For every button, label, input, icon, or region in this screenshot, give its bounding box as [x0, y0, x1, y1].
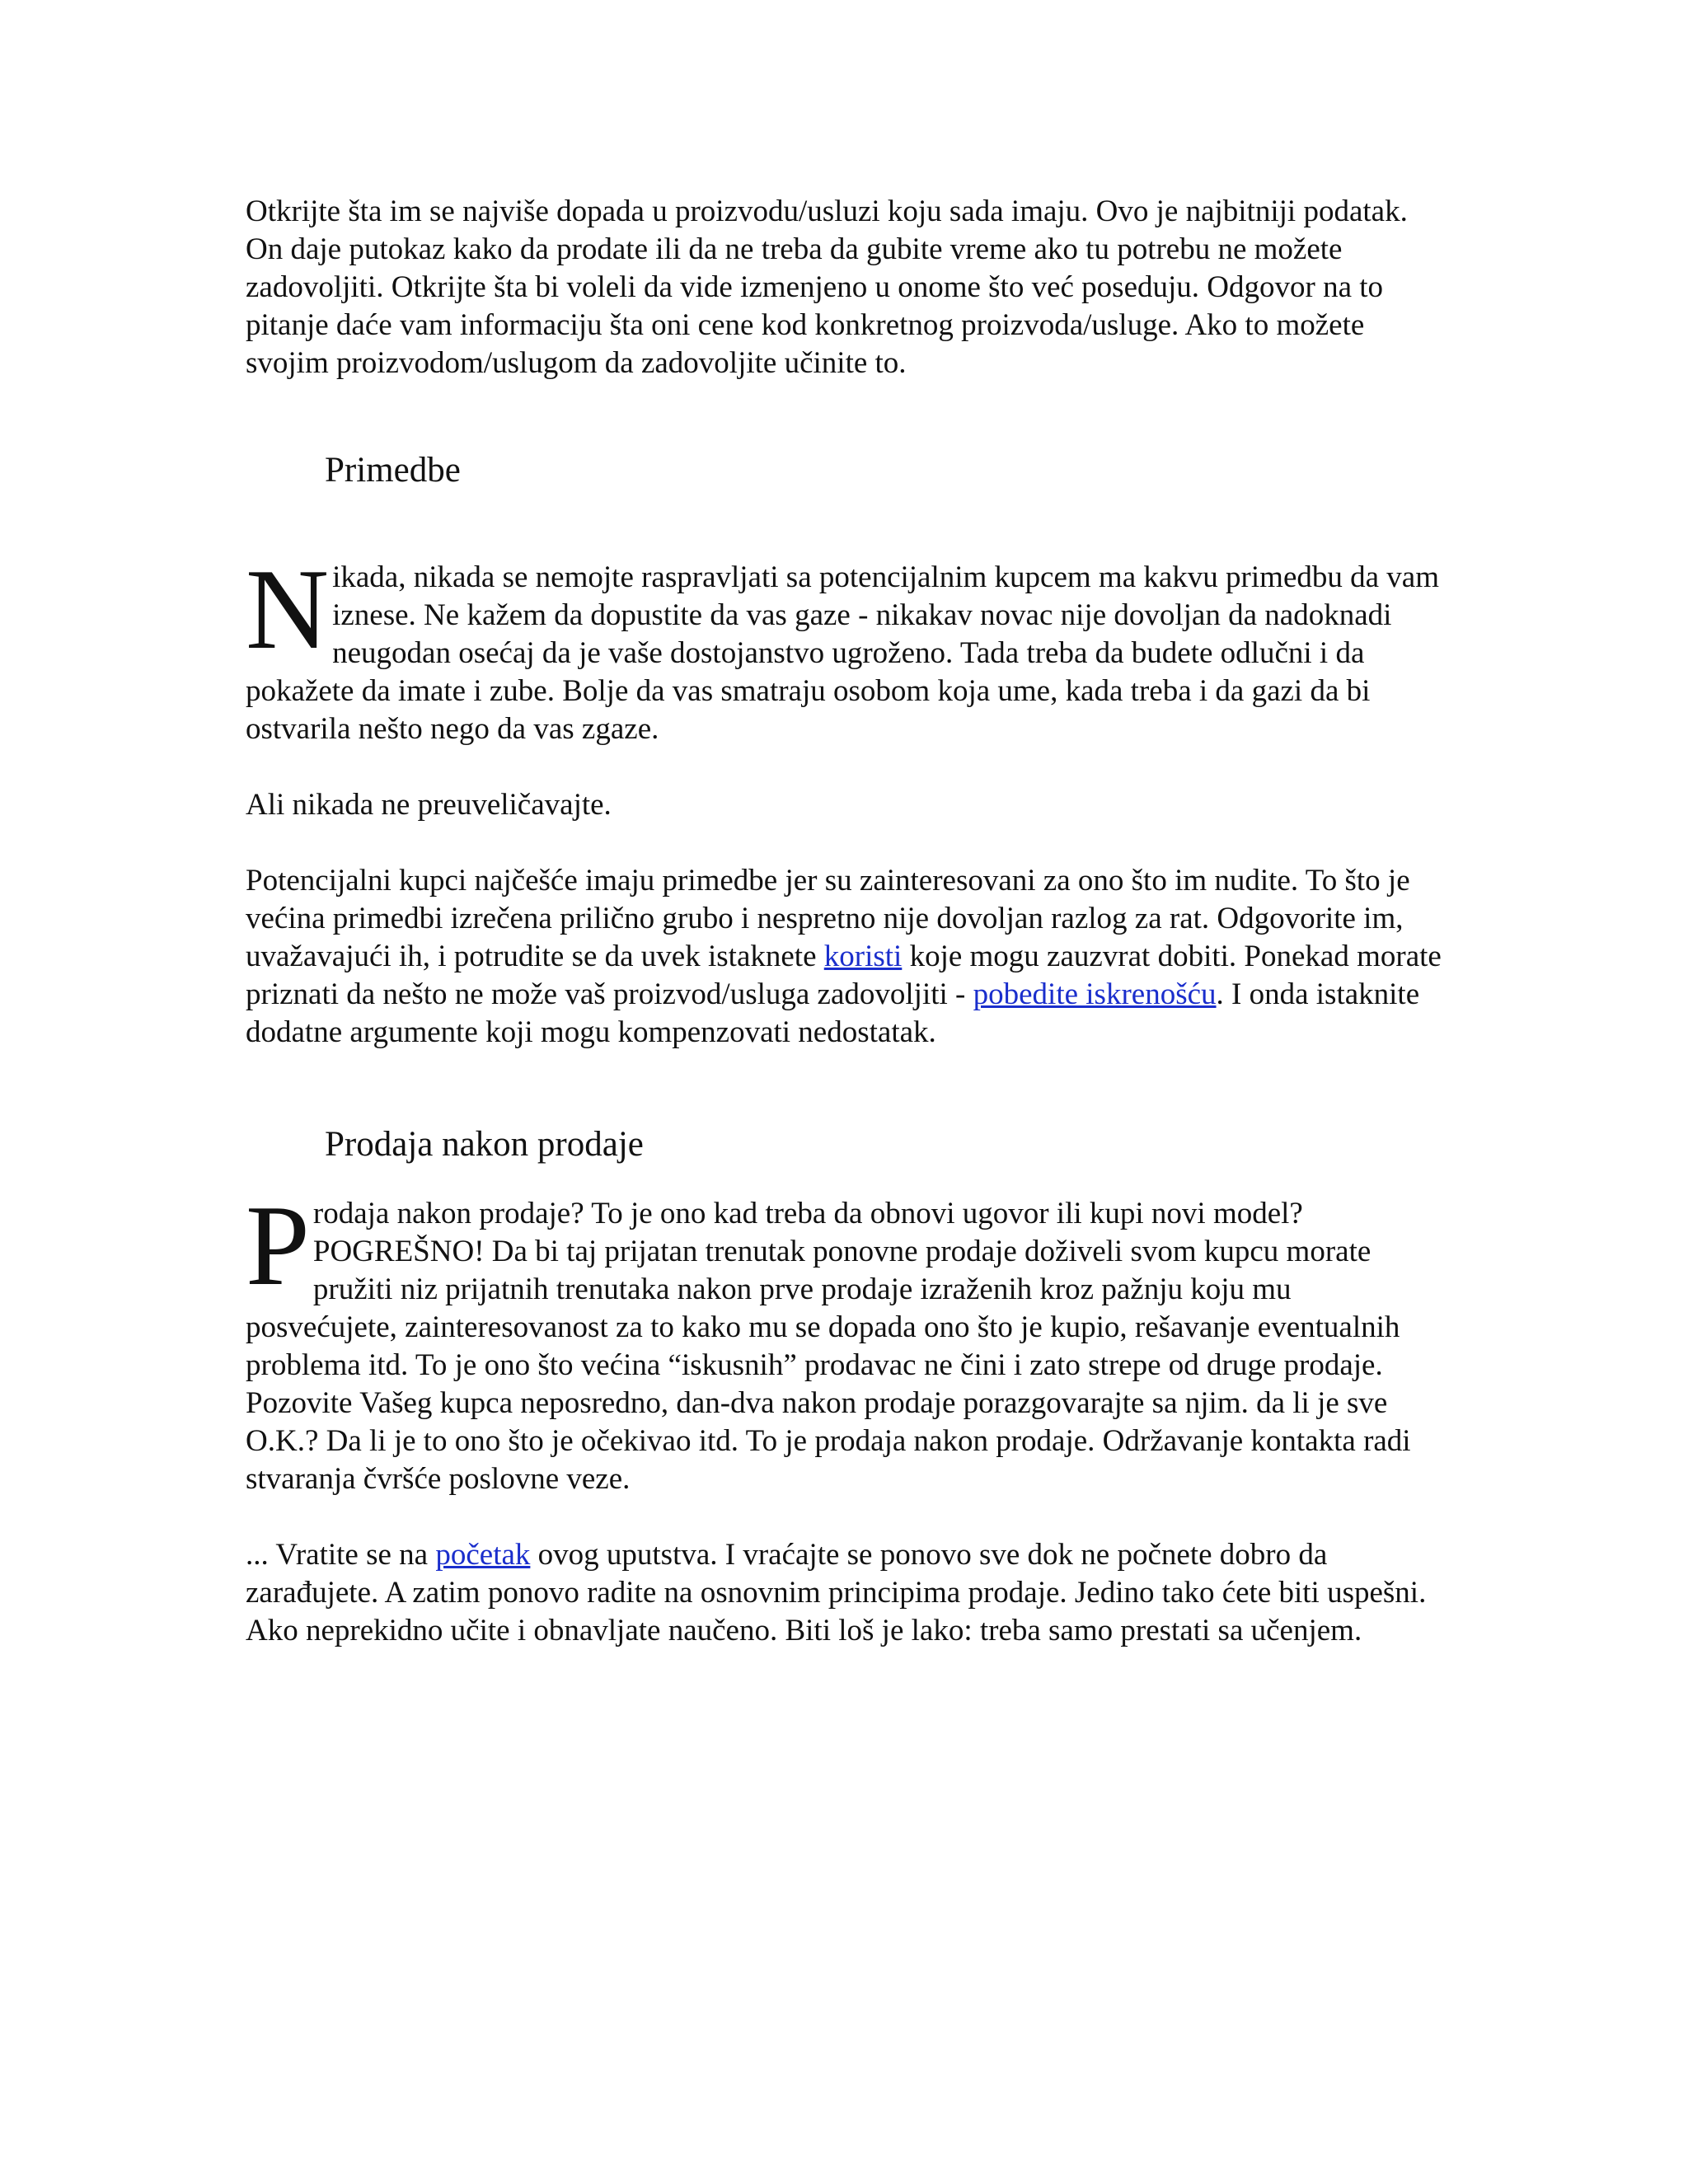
prodaja-paragraph-1-text: rodaja nakon prodaje? To je ono kad treba da obnovi ugovor ili kupi novi model? POGREŠNO! Da bi taj prijatan trenutak ponovne prodaje doživeli svom kupcu morate pružiti niz prijatnih trenutaka nakon prve prodaje izraženih kroz pažnju koju mu posvećujete, zainteresovanost za to kako mu se dopada ono što je kupio, rešavanje eventualnih problema itd. To je ono što većina “iskusnih” prodavac ne čini i zato strepe od druge prodaje. Pozovite Vašeg kupca neposredno, dan-dva nakon prodaje porazgovarajte sa njim. da li je sve O.K.? Da li je to ono što je očekivao itd. To je prodaja nakon prodaje. Održavanje kontakta radi stvaranja čvršće poslovne veze. — [246, 1197, 1411, 1496]
dropcap-p: P — [246, 1182, 310, 1310]
link-pobedite-iskrenoscu[interactable]: pobedite iskrenošću — [973, 977, 1217, 1011]
prodaja-paragraph-2 — [246, 1536, 1449, 1650]
prodaja-p2-part-2: ovog uputstva. I vraćajte se ponovo sve dok ne počnete dobro da zarađujete. A zatim ponovo radite na osnovnim principima prodaje. Jedino tako ćete biti uspešni. Ako neprekidno učite i obnavljate naučeno. Biti loš je lako: treba samo prestati sa učenjem. — [246, 1538, 1427, 1647]
primedbe-paragraph-2: Ali nikada ne preuveličavajte. — [246, 788, 612, 822]
prodaja-p2-part-1: ... Vratite se na — [246, 1538, 436, 1572]
primedbe-p3-part-1: Potencijalni kupci najčešće imaju primedbe jer su zainteresovani za ono što im nudite. To što je većina primedbi izrečena prilično grubo i nespretno nije dovoljan razlog za rat. Odgovorite im, uvažavajući ih, i potrudite se da uvek istaknete — [246, 864, 1410, 973]
heading-prodaja-nakon-prodaje: Prodaja nakon prodaje — [325, 1125, 644, 1164]
intro-paragraph: Otkrijte šta im se najviše dopada u proizvodu/usluzi koju sada imaju. Ovo je najbitniji podatak. On daje putokaz kako da prodate ili da ne treba da gubite vreme ako tu potrebu ne možete zadovoljiti. Otkrijte šta bi voleli da vide izmenjeno u onome što već poseduju. Odgovor na to pitanje daće vam informaciju šta oni cene kod konkretnog proizvoda/usluge. Ako to možete svojim proizvodom/uslugom da zadovoljite učinite to. — [246, 194, 1408, 380]
link-pocetak[interactable]: početak — [435, 1538, 531, 1572]
primedbe-paragraph-1-text: ikada, nikada se nemojte raspravljati sa potencijalnim kupcem ma kakvu primedbu da vam iznese. Ne kažem da dopustite da vas gaze - nikakav novac nije dovoljan da nadoknadi neugodan osećaj da je vaše dostojanstvo ugroženo. Tada treba da budete odlučni i da pokažete da imate i zube. Bolje da vas smatraju osobom koja ume, kada treba i da gazi da bi ostvarila nešto nego da vas zgaze. — [246, 560, 1439, 746]
link-koristi[interactable]: koristi — [823, 940, 903, 973]
document-page — [246, 193, 1449, 1650]
dropcap-n: N — [246, 546, 330, 673]
primedbe-paragraph-1 — [246, 546, 1449, 748]
prodaja-paragraph-1 — [246, 1182, 1449, 1498]
primedbe-p3-part-3: . I onda istaknite dodatne argumente koji mogu kompenzovati nedostatak. — [246, 977, 1420, 1049]
primedbe-p3-part-2: koje mogu zauzvrat dobiti. Ponekad morate priznati da nešto ne može vaš proizvod/usluga zadovoljiti - — [246, 940, 1442, 1011]
primedbe-paragraph-3 — [246, 862, 1449, 1052]
heading-primedbe: Primedbe — [325, 451, 461, 490]
